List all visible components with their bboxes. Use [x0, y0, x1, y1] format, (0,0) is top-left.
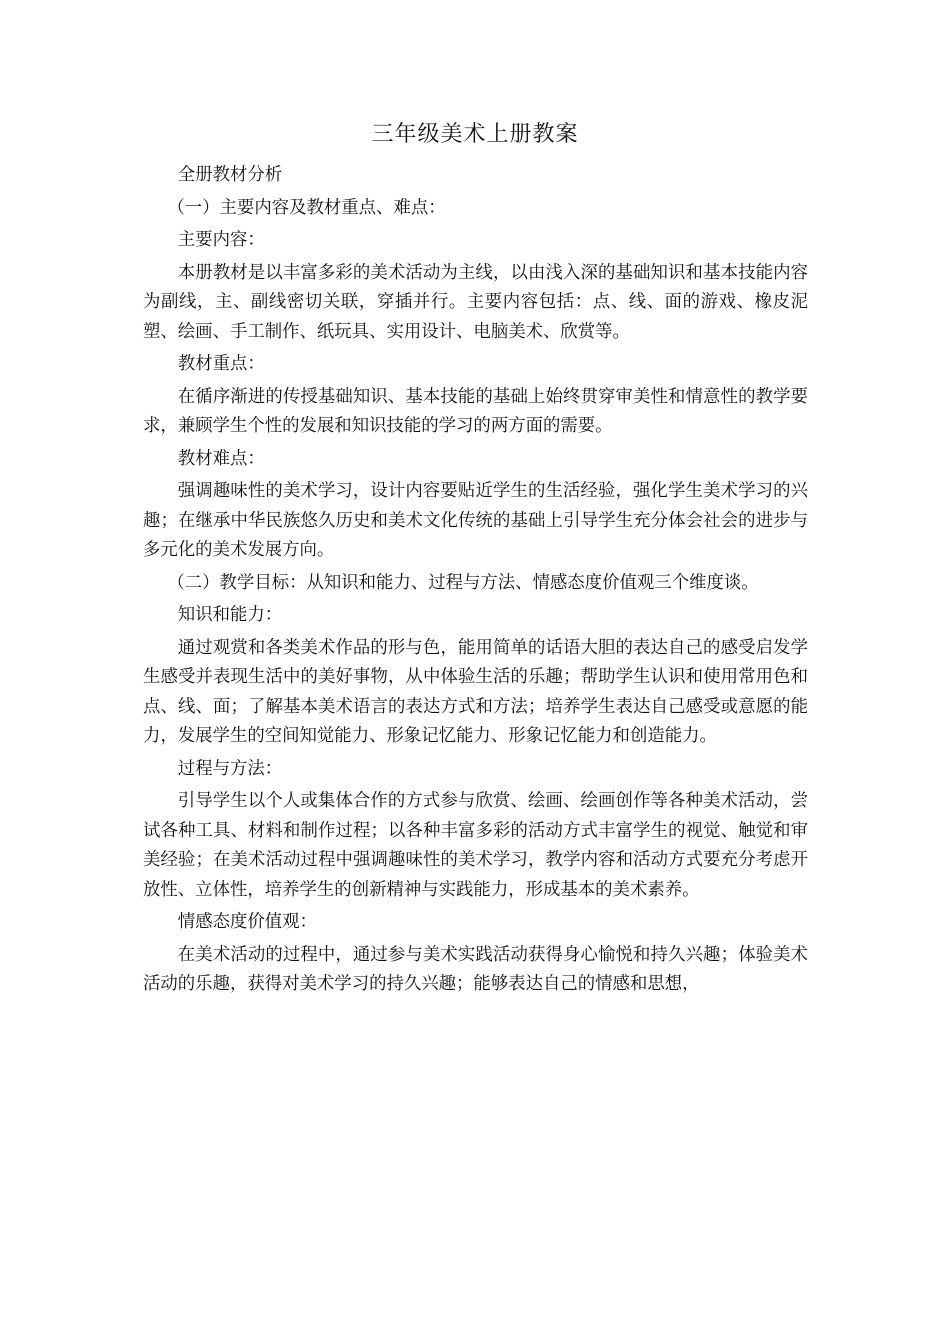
paragraph-main-content: 本册教材是以丰富多彩的美术活动为主线，以由浅入深的基础知识和基本技能内容为副线，主、副线密切关联，穿插并行。主要内容包括：点、线、面的游戏、橡皮泥塑、绘画、手工制作、纸玩具、实用设计、电脑美术、欣赏等。 — [143, 262, 808, 342]
subheading-difficulties: 教材难点： — [177, 448, 265, 469]
section-heading-main-content: （一）主要内容及教材重点、难点： — [167, 197, 446, 218]
subheading-main-content: 主要内容： — [177, 230, 265, 250]
subheading-key-points: 教材重点： — [177, 354, 265, 374]
section-heading-overview: 全册教材分析 — [177, 165, 283, 185]
paragraph-key-points: 在循序渐进的传授基础知识、基本技能的基础上始终贯穿审美性和情意性的教学要求，兼顾学生个性的发展和知识技能的学习的两方面的需要。 — [143, 386, 808, 436]
paragraph-process-method: 引导学生以个人或集体合作的方式参与欣赏、绘画、绘画创作等各种美术活动，尝试各种工具、材料和制作过程；以各种丰富多彩的活动方式丰富学生的视觉、触觉和审美经验；在美术活动过程中强调趣味性的美术学习，教学内容和活动方式要充分考虑开放性、立体性，培养学生的创新精神与实践能力，形成基本的美术素养。 — [143, 791, 808, 900]
document-title: 三年级美术上册教案 — [371, 122, 579, 147]
paragraph-attitude-values: 在美术活动的过程中，通过参与美术实践活动获得身心愉悦和持久兴趣；体验美术活动的乐趣，获得对美术学习的持久兴趣；能够表达自己的情感和思想， — [143, 944, 808, 994]
subheading-knowledge-ability: 知识和能力： — [177, 605, 283, 625]
subheading-attitude-values: 情感态度价值观： — [177, 912, 317, 932]
paragraph-knowledge-ability: 通过观赏和各类美术作品的形与色，能用简单的话语大胆的表达自己的感受启发学生感受并表现生活中的美好事物，从中体验生活的乐趣；帮助学生认识和使用常用色和点、线、面；了解基本美术语言的表达方式和方法；培养学生表达自己感受或意愿的能力，发展学生的空间知觉能力、形象记忆能力、形象记忆能力和创造能力。 — [143, 637, 808, 746]
subheading-process-method: 过程与方法： — [177, 758, 283, 779]
section-heading-objectives: （二）教学目标：从知识和能力、过程与方法、情感态度价值观三个维度谈。 — [167, 572, 759, 593]
paragraph-difficulties: 强调趣味性的美术学习，设计内容要贴近学生的生活经验，强化学生美术学习的兴趣；在继承中华民族悠久历史和美术文化传统的基础上引导学生充分体会社会的进步与多元化的美术发展方向。 — [143, 481, 808, 560]
document-body — [143, 158, 808, 1000]
